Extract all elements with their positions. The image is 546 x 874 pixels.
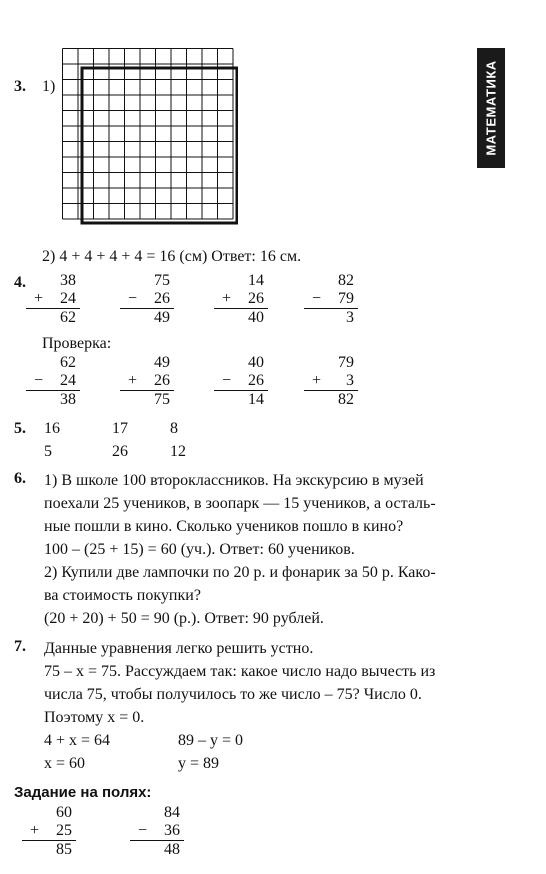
task-7-line: числа 75, чтобы получилось то же число – 75? Число 0. bbox=[44, 686, 422, 703]
task-5-value: 26 bbox=[112, 443, 128, 460]
task-3-part1-label: 1) bbox=[42, 78, 56, 95]
operand-a: 40 bbox=[248, 354, 264, 371]
operand-a: 38 bbox=[60, 272, 76, 289]
equation-1-solution: x = 60 bbox=[44, 755, 86, 772]
task-7-line: Данные уравнения легко решить устно. bbox=[44, 640, 314, 657]
equation-2: 89 – y = 0 bbox=[178, 732, 244, 749]
margin-task-title: Задание на полях: bbox=[14, 784, 152, 801]
task-6-number: 6. bbox=[14, 470, 26, 487]
result: 82 bbox=[338, 391, 354, 408]
task-4-number: 4. bbox=[14, 274, 26, 291]
operand-b: 24 bbox=[60, 290, 76, 307]
task-6-line: (20 + 20) + 50 = 90 (р.). Ответ: 90 рублей. bbox=[44, 610, 324, 627]
task-5-value: 12 bbox=[170, 443, 186, 460]
op-sign: − bbox=[222, 372, 232, 389]
task-6-line: 100 – (25 + 15) = 60 (уч.). Ответ: 60 учеников. bbox=[44, 541, 355, 558]
operand-a: 84 bbox=[164, 804, 180, 821]
op-sign: + bbox=[30, 822, 40, 839]
result: 3 bbox=[346, 309, 354, 326]
operand-b: 26 bbox=[154, 290, 170, 307]
op-sign: + bbox=[222, 290, 232, 307]
equation-1: 4 + x = 64 bbox=[44, 732, 111, 749]
square-outline bbox=[82, 68, 237, 223]
check-column-op-4 bbox=[296, 354, 358, 409]
column-op-3 bbox=[206, 272, 268, 327]
column-op-1 bbox=[18, 272, 80, 327]
column-op-4 bbox=[296, 272, 358, 327]
task-3-part2: 2) 4 + 4 + 4 + 4 = 16 (см) Ответ: 16 см. bbox=[42, 248, 302, 265]
result: 40 bbox=[248, 309, 264, 326]
op-sign: − bbox=[312, 290, 322, 307]
check-label: Проверка: bbox=[42, 335, 112, 352]
task-6-line: 1) В школе 100 второклассников. На экскурсию в музей bbox=[44, 472, 424, 489]
operand-b: 79 bbox=[338, 290, 354, 307]
result: 38 bbox=[60, 391, 76, 408]
task-5-value: 5 bbox=[44, 443, 52, 460]
task-6-line: ва стоимость покупки? bbox=[44, 587, 201, 604]
op-sign: + bbox=[34, 290, 44, 307]
margin-column-op-1 bbox=[14, 804, 76, 859]
operand-b: 3 bbox=[346, 372, 354, 389]
operand-b: 24 bbox=[60, 372, 76, 389]
result: 85 bbox=[56, 841, 72, 858]
result: 49 bbox=[154, 309, 170, 326]
task-6-line: 2) Купили две лампочки по 20 р. и фонарик за 50 р. Како- bbox=[44, 564, 436, 581]
op-sign: + bbox=[312, 372, 322, 389]
task-7-line: Поэтому x = 0. bbox=[44, 709, 145, 726]
task-5-value: 17 bbox=[112, 420, 128, 437]
column-op-2 bbox=[112, 272, 174, 327]
operand-a: 62 bbox=[60, 354, 76, 371]
task-5-number: 5. bbox=[14, 420, 26, 437]
operand-b: 36 bbox=[164, 822, 180, 839]
square-grid-drawing bbox=[62, 48, 238, 242]
task-3-number: 3. bbox=[14, 78, 26, 95]
op-sign: − bbox=[34, 372, 44, 389]
task-7-number: 7. bbox=[14, 638, 26, 655]
equation-2-solution: y = 89 bbox=[178, 755, 220, 772]
result: 48 bbox=[164, 841, 180, 858]
result: 14 bbox=[248, 391, 264, 408]
task-6-line: ные пошли в кино. Сколько учеников пошло в кино? bbox=[44, 518, 404, 535]
task-5-value: 16 bbox=[44, 420, 60, 437]
task-6-line: поехали 25 учеников, в зоопарк — 15 учеников, а осталь- bbox=[44, 495, 436, 512]
operand-a: 82 bbox=[338, 272, 354, 289]
operand-a: 75 bbox=[154, 272, 170, 289]
op-sign: + bbox=[128, 372, 138, 389]
check-column-op-3 bbox=[206, 354, 268, 409]
subject-tab-label: МАТЕМАТИКА bbox=[483, 60, 499, 156]
operand-b: 25 bbox=[56, 822, 72, 839]
operand-a: 49 bbox=[154, 354, 170, 371]
result: 75 bbox=[154, 391, 170, 408]
result: 62 bbox=[60, 309, 76, 326]
op-sign: − bbox=[138, 822, 148, 839]
task-5-value: 8 bbox=[170, 420, 178, 437]
subject-tab bbox=[477, 48, 505, 168]
task-7-line: 75 – x = 75. Рассуждаем так: какое число надо вычесть из bbox=[44, 663, 436, 680]
operand-a: 79 bbox=[338, 354, 354, 371]
operand-a: 14 bbox=[248, 272, 264, 289]
operand-a: 60 bbox=[56, 804, 72, 821]
check-column-op-2 bbox=[112, 354, 174, 409]
margin-column-op-2 bbox=[122, 804, 184, 859]
operand-b: 26 bbox=[154, 372, 170, 389]
check-column-op-1 bbox=[18, 354, 80, 409]
op-sign: − bbox=[128, 290, 138, 307]
operand-b: 26 bbox=[248, 290, 264, 307]
operand-b: 26 bbox=[248, 372, 264, 389]
